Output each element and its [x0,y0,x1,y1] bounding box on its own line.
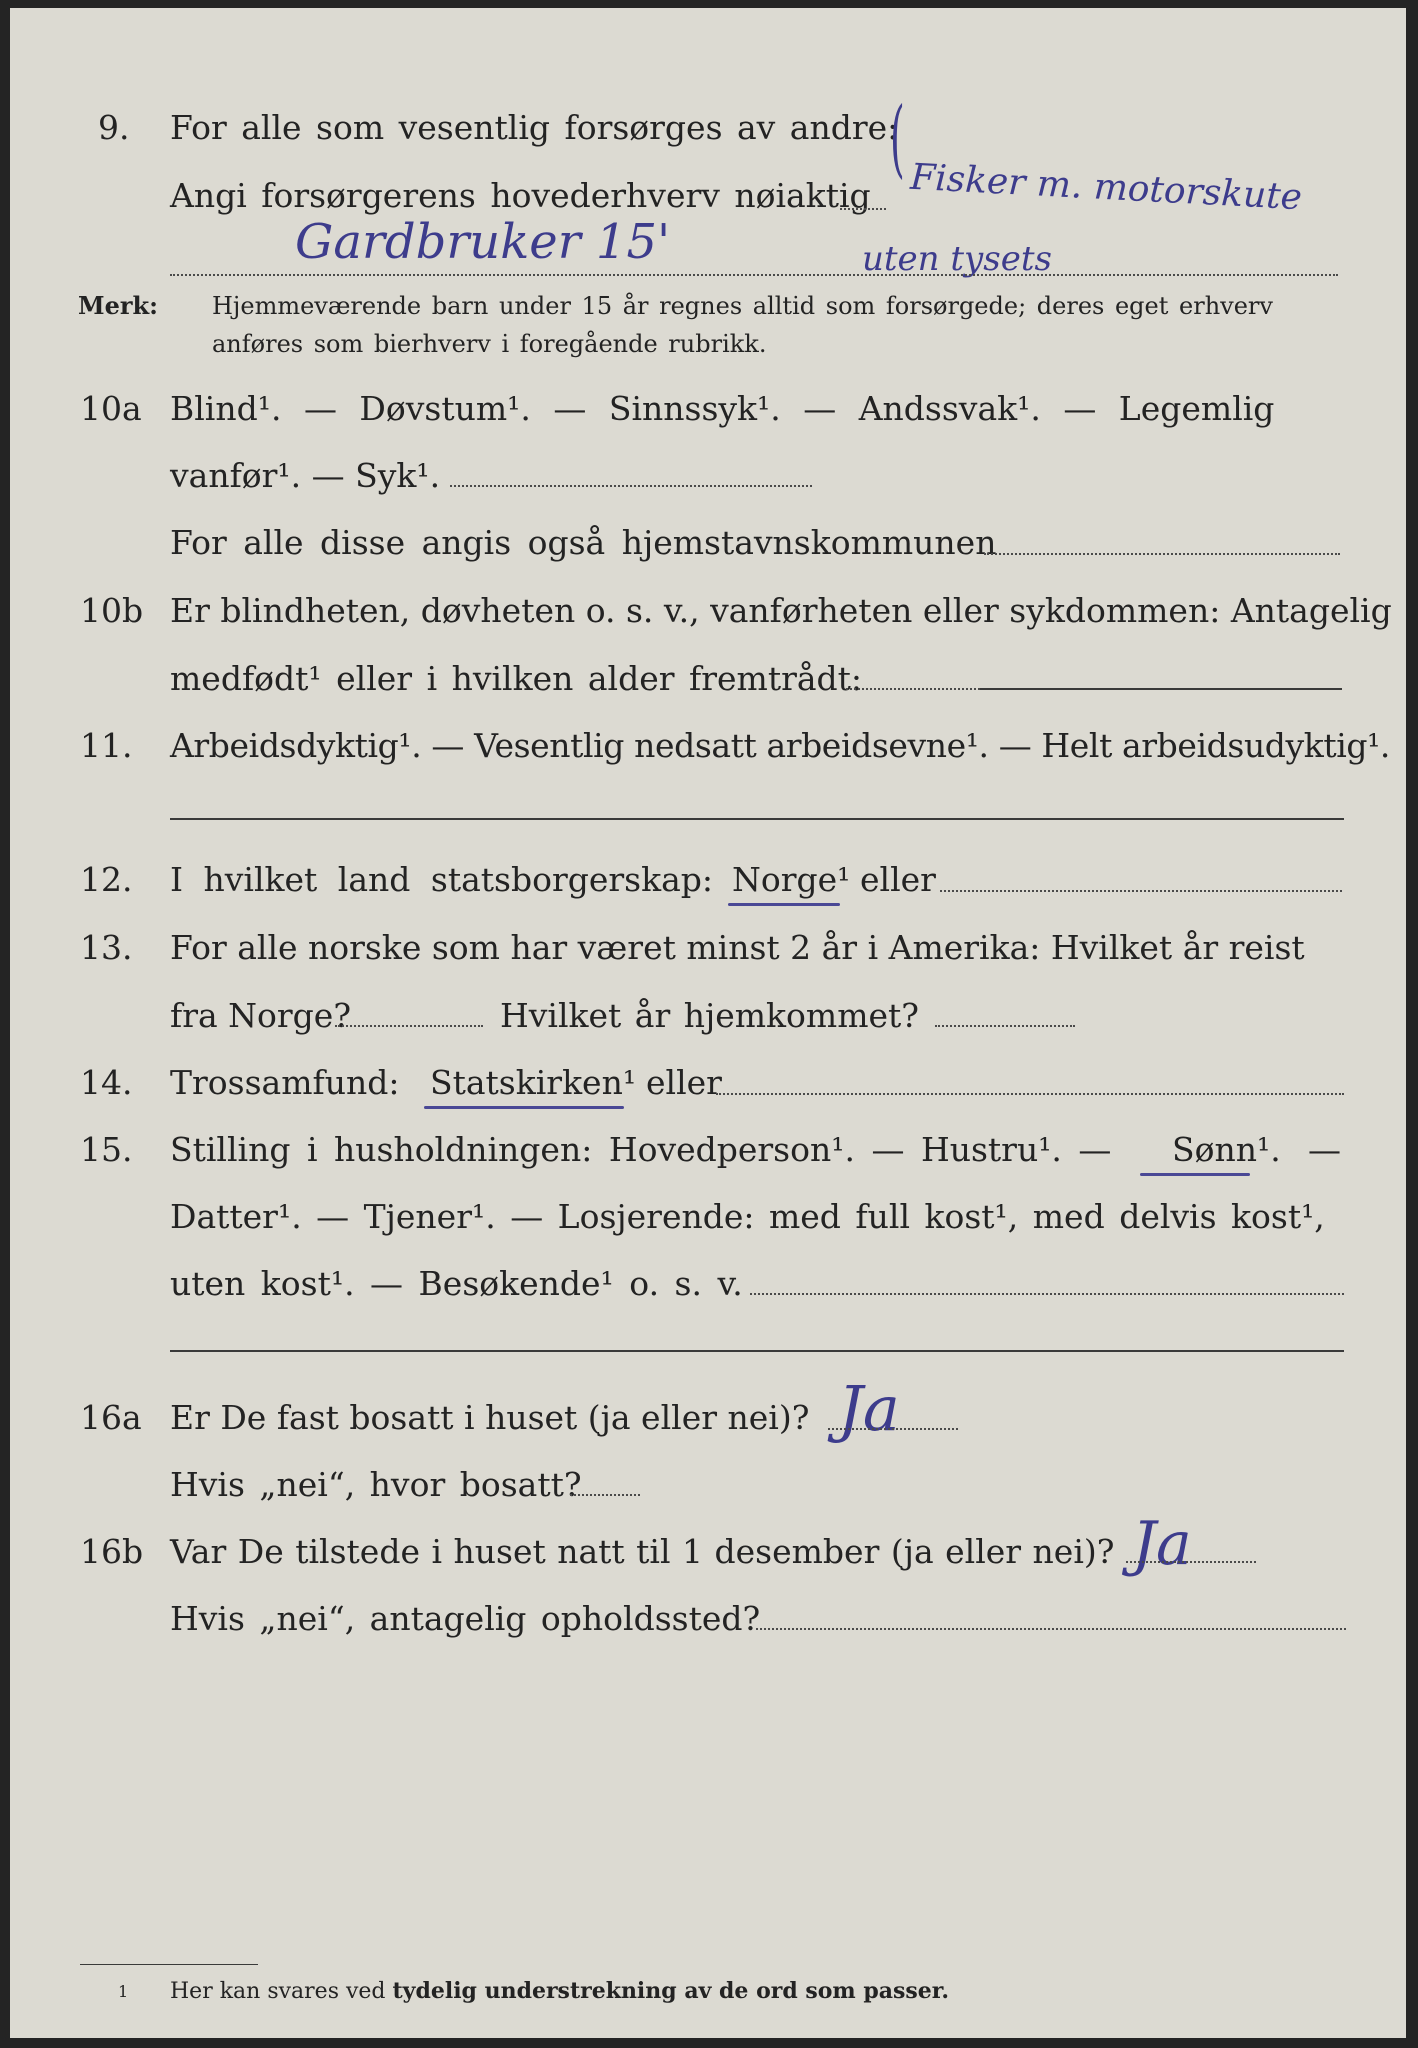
q10a-fill-line-2 [984,553,1340,555]
q10a-line2: vanfør¹. — Syk¹. [170,456,441,495]
q16b-line1: Var De tilstede i huset natt til 1 desember (ja eller nei)? [170,1532,1115,1571]
q16b-fill-line [1126,1561,1256,1563]
q15-line2: Datter¹. — Tjener¹. — Losjerende: med full kost¹, med delvis kost¹, [170,1197,1325,1236]
q14-pre: Trossamfund: [170,1063,400,1102]
q15-number: 15. [80,1130,133,1169]
census-form-page [10,8,1406,2038]
merk-label: Merk: [78,291,158,320]
q16b-number: 16b [80,1532,144,1571]
footnote-text [170,1980,949,2003]
q9-answer-occupation-b: Gardbruker 15' [295,214,671,270]
q10a-number: 10a [80,389,142,428]
footnote-separator [80,1964,258,1965]
q16a-fill-line-1 [828,1428,958,1430]
q12-line1-pre: I hvilket land statsborgerskap: [170,860,714,899]
q10b-number: 10b [80,591,144,630]
q9-number: 9. [98,108,130,147]
q13-fill-line-2 [935,1025,1075,1027]
q12-underline-mark [728,903,840,906]
footnote-text-plain: Her kan svares ved [170,1979,386,2004]
q13-fill-line-1 [335,1025,483,1027]
q15-line1-pre: Stilling i husholdningen: Hovedperson¹. — Hustru¹. — [170,1130,1112,1169]
q15-fill-line [750,1293,1344,1295]
q16b-answer: Ja [1132,1509,1192,1579]
q10b-line2: medfødt¹ eller i hvilken alder fremtrådt: [170,659,863,698]
q16a-number: 16a [80,1398,142,1437]
q10b-fill-line-2 [980,688,1342,690]
q15-answer-line [170,1350,1344,1352]
q9-line1: For alle som vesentlig forsørges av andre: [170,108,899,147]
q13-line1: For alle norske som har været minst 2 år i Amerika: Hvilket år reist [170,928,1305,967]
q14-fill-line [716,1093,1344,1095]
q13-line2-b: Hvilket år hjemkommet? [500,996,919,1035]
q9-bracket: ( [890,89,905,187]
q10b-fill-line-1 [846,688,980,690]
q11-line1: Arbeidsdyktig¹. — Vesentlig nedsatt arbeidsevne¹. — Helt arbeidsudyktig¹. [170,726,1391,765]
q9-answer-occupation-c: uten tysets [862,239,1052,279]
q12-selected-norge: Norge¹ [732,860,851,899]
q12-fill-line [940,890,1342,892]
q13-number: 13. [80,928,133,967]
q9-line2: Angi forsørgerens hovederhverv nøiaktig [170,176,871,215]
q13-line2-a: fra Norge? [170,996,352,1035]
q11-answer-line [170,818,1344,820]
q16a-line2: Hvis „nei“, hvor bosatt? [170,1465,582,1504]
q15-line1-post: — [1308,1130,1341,1169]
merk-line2: anføres som bierhverv i foregående rubrikk. [212,330,767,358]
q14-selected-statskirken: Statskirken¹ [430,1063,637,1102]
q14-underline-mark [424,1106,624,1109]
q14-post: eller [646,1063,722,1102]
q12-number: 12. [80,860,133,899]
q16a-answer: Ja [838,1372,900,1445]
footnote-text-bold: tydelig understrekning av de ord som passer. [392,1978,950,2004]
q9-answer-line [170,274,1338,276]
q10b-line1: Er blindheten, døvheten o. s. v., vanførheten eller sykdommen: Antagelig [170,591,1392,630]
q16a-line1: Er De fast bosatt i huset (ja eller nei)? [170,1398,810,1437]
q15-line3: uten kost¹. — Besøkende¹ o. s. v. [170,1264,743,1303]
q16a-fill-line-2 [570,1494,640,1496]
q11-number: 11. [80,726,133,765]
q15-selected-sonn: Sønn¹. [1172,1130,1281,1169]
q14-number: 14. [80,1063,133,1102]
footnote-mark: 1 [118,1982,129,2001]
q10a-line3: For alle disse angis også hjemstavnskommunen [170,523,997,562]
q16b-fill-line-2 [756,1628,1346,1630]
q9-fill-line [840,208,886,210]
q10a-line1: Blind¹. — Døvstum¹. — Sinnssyk¹. — Andssvak¹. — Legemlig [170,389,1275,428]
q9-answer-occupation-a: Fisker m. motorskute [909,156,1304,219]
q12-line1-post: eller [860,860,936,899]
q15-underline-mark [1140,1173,1250,1176]
q10a-fill-line-1 [450,485,812,487]
merk-line1: Hjemmeværende barn under 15 år regnes alltid som forsørgede; deres eget erhverv [212,292,1273,320]
q16b-line2: Hvis „nei“, antagelig opholdssted? [170,1599,761,1638]
